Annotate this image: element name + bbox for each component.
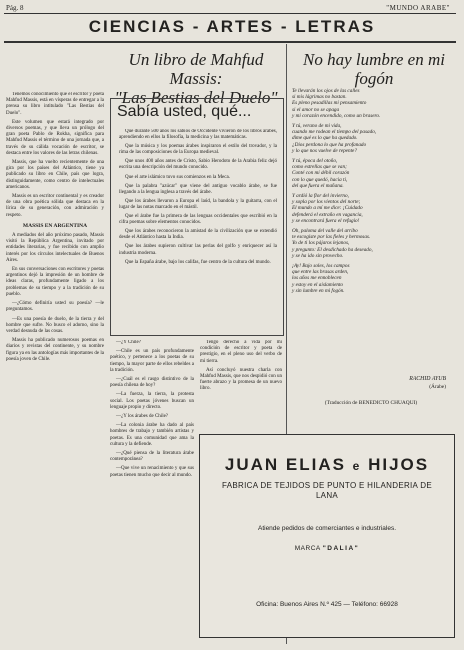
interview-paragraph: Así concluyó nuestra charla con Mahfud Massis, que nos despidió con un fuerte abrazo y la promesa de un nuevo libro. xyxy=(200,367,282,392)
fact-paragraph: Que la España árabe, bajo los califas, fue centro de la cultura del mundo. xyxy=(125,259,271,265)
poem-stanza: Y ardió la flor del invierno, y sopla por los vientos del norte; El mundo a mí me dice: ¡Cuidado defenderá el extraño en vagancia, y se encontrará fuera el refugio! xyxy=(292,193,363,224)
ad-name-part: HIJOS xyxy=(368,455,430,474)
magazine-name: "MUNDO ARABE" xyxy=(386,4,450,12)
advertisement-juan-elias xyxy=(199,434,455,638)
article-paragraph: En sus conversaciones con escritores y poetas argentinos dejó la impresión de un hombre de ideas claras, profundamente ligado a los problemas de su tiempo y a la tradición de su pueblo. xyxy=(6,267,104,297)
poem-stanza: Oh, paloma del valle del arribo te escogiste por las fieles y hermosas. Yo de ti los pájaros lejanos, y pregunto: El desdichado ha deseado, y se ha ido sin provecho. xyxy=(292,228,373,259)
article-paragraph: —¿Cómo definiría usted su poesía? —le preguntamos. xyxy=(6,301,104,313)
interview-paragraph: —Chile es un país profundamente poético, y pertenece a los poetas de su tiempo, la mayor parte de ellos rebeldes a la tradición. xyxy=(110,349,194,373)
ad-office: Oficina: Buenos Aires N.º 425 — Teléfono: 66928 xyxy=(256,601,398,608)
article-paragraph: A mediados del año próximo pasado, Massis visitó la República Argentina, invitado por entidades literarias, y fue recibido con amplio interés por los círculos intelectuales de Buenos Aires. xyxy=(6,233,104,263)
fact-paragraph: Que los árabes llevaron a Europa el laúd, la bandola y la guitarra, con el lugar de las notas marcado en el mástil. xyxy=(119,198,277,210)
interview-paragraph: —¿Cuál es el rasgo distintivo de la poesía chilena de hoy? xyxy=(110,377,194,389)
fact-paragraph: Que los árabes supieron cultivar las perlas del golfo y enriquecer así la industria moderna. xyxy=(119,244,277,256)
poem-stanza: Te llevarán los ojos de las calles si mis lágrimas no bastan. Es pleno pesadillas mi pensamiento si el amor no se apaga y mi corazón encendido, como un brasero. xyxy=(292,88,381,119)
fact-paragraph: Que durante 500 años los sabios de Occidente vivieron de los libros árabes, aprendiendo en ellos la filosofía, la medicina y las matemáticas. xyxy=(119,129,277,141)
interview-paragraph: —La colonia árabe ha dado al país hombres de trabajo y también artistas y poetas. Es una comunidad que ama la cultura y la defiende. xyxy=(110,423,194,447)
article-massis-body xyxy=(6,92,104,642)
poem-origin: (Árabe) xyxy=(429,384,446,390)
interview-column-b xyxy=(200,340,282,432)
ad-name-connector: e xyxy=(352,459,362,473)
fact-paragraph: Que los árabes reconocieron la amistad de la civilización que se extendió desde el Atlántico hasta la India. xyxy=(119,229,277,241)
article-paragraph: Este volumen que estará integrado por diversos poemas, y que lleva un prólogo del gran poeta Pablo de Rokha, significa para Mahfud Massis el término de una jornada que, a través de su cálida vocación de escritor, se destaca entre los valores de las letras chilenas. xyxy=(6,119,104,156)
headline-line-2: "Las Bestias del Duelo" xyxy=(114,88,278,107)
article-paragraph: Massis ha publicado numerosos poemas en diarios y revistas del continente, y su nombre figura ya en las antologías más importantes de la poesía joven de Chile. xyxy=(6,338,104,362)
fact-paragraph: Que unos 400 años antes de Cristo, Sabio Herodoto de la Arabia feliz dejó escrita una descripción del mundo conocido. xyxy=(119,159,277,171)
sabia-usted-body xyxy=(119,129,277,329)
poem-translation-credit: (Traducción de BENEDICTO CHUAQUI) xyxy=(324,400,418,406)
article-paragraph: —Es una poesía de duelo, de la tierra y del hombre que sufre. No busco el adorno, sino la verdad desnuda de las cosas. xyxy=(6,316,104,334)
interview-paragraph: —La fuerza, la tierra, la protesta social. Los poetas jóvenes buscan un lenguaje propio y directo. xyxy=(110,392,194,410)
headline-line-1: Un libro de Mahfud Massis: xyxy=(128,50,264,88)
poem-body xyxy=(292,88,454,298)
article-paragraph: Massis es un escritor continental y es creador de una obra poética sólida que destaca en la lírica de su generación, con admiración y respeto. xyxy=(6,194,104,218)
ad-brand xyxy=(210,545,444,552)
ad-subtitle: FABRICA DE TEJIDOS DE PUNTO E HILANDERIA DE LANA xyxy=(222,481,432,500)
ad-brand-name: "DALIA" xyxy=(322,545,360,552)
ad-company-name xyxy=(200,455,454,475)
fact-paragraph: Que la palabra "azúcar" que viene del antiguo vocablo árabe, se fue llegando a la lengua inglesa a través del árabe. xyxy=(119,183,277,195)
interview-paragraph: —¿Y Chile? xyxy=(116,340,141,345)
poem-author: RACHID AYUB xyxy=(409,376,446,382)
ad-attends: Atiende pedidos de comerciantes e industriales. xyxy=(257,525,397,532)
ad-brand-label: MARCA xyxy=(294,545,321,552)
fact-paragraph: Que la música y los poemas árabes inspiraron el estilo del trovador, y la rima de las composiciones de la Europa medieval. xyxy=(119,144,277,156)
poem-stanza: ¡Ay! Bajo soles, los campos que entre las brasas arden, los años me ennoblecen y estoy en el aislamiento y sin lumbre en mi fogón. xyxy=(292,263,350,294)
interview-column-a xyxy=(110,340,194,640)
headline-poem: No hay lumbre en mi fogón xyxy=(303,50,445,88)
interview-paragraph: —¿Qué piensa de la literatura árabe contemporánea? xyxy=(110,451,194,463)
interview-paragraph: —¿Y los árabes de Chile? xyxy=(116,414,169,420)
ad-name-part: JUAN ELIAS xyxy=(224,455,346,474)
article-paragraph: Massis, que ha vuelto recientemente de una gira por los países del Atlántico, tiene ya publicado su libro en Chile, país que logra, distinguidamente, como centro de intelectuales americanos. xyxy=(6,160,104,190)
page-number: Pág. 8 xyxy=(6,4,24,12)
section-title: CIENCIAS - ARTES - LETRAS xyxy=(88,17,376,36)
poem-stanza: Y tú, época del otoño, como estrellas que se van; Conté con mi débil corazón con lo que quedó, hacia ti, del que fuera el mañana. xyxy=(292,158,350,189)
article-paragraph: Tenemos conocimiento que el escritor y poeta Mahfud Massis, está en vísperas de entregar a la prensa su libro intitulado "Las Bestias del Duelo". xyxy=(6,92,104,116)
sabia-usted-title: Sabía usted, qué... xyxy=(117,103,252,120)
sabia-usted-box xyxy=(110,98,284,336)
interview-paragraph: —Que vive un renacimiento y que sus poetas tienen mucho que decir al mundo. xyxy=(110,466,194,478)
section-rule xyxy=(4,41,456,43)
fact-paragraph: Que el árabe fue la primera de las lenguas occidentales que escribió en la cifra poemas sobre elementos conocidos. xyxy=(119,214,277,226)
poem-stanza: Y tú, verano de mi vida, cuando me rodean el tiempo del pasado, dime qué es lo que ha quedado. ¿Dios perdona lo que ha profanado y lo que nos vuelve de repente? xyxy=(292,123,377,154)
fact-paragraph: Que el arte islámico tuvo sus comienzos en la Meca. xyxy=(125,174,230,180)
interview-paragraph: Tengo derecho a vida por mi condición de escritor y poeta de prestigio, en el pleno uso del verbo de mi tierra. xyxy=(200,340,282,364)
article-subhead: MASSIS EN ARGENTINA xyxy=(22,222,88,229)
top-rule xyxy=(4,13,456,14)
